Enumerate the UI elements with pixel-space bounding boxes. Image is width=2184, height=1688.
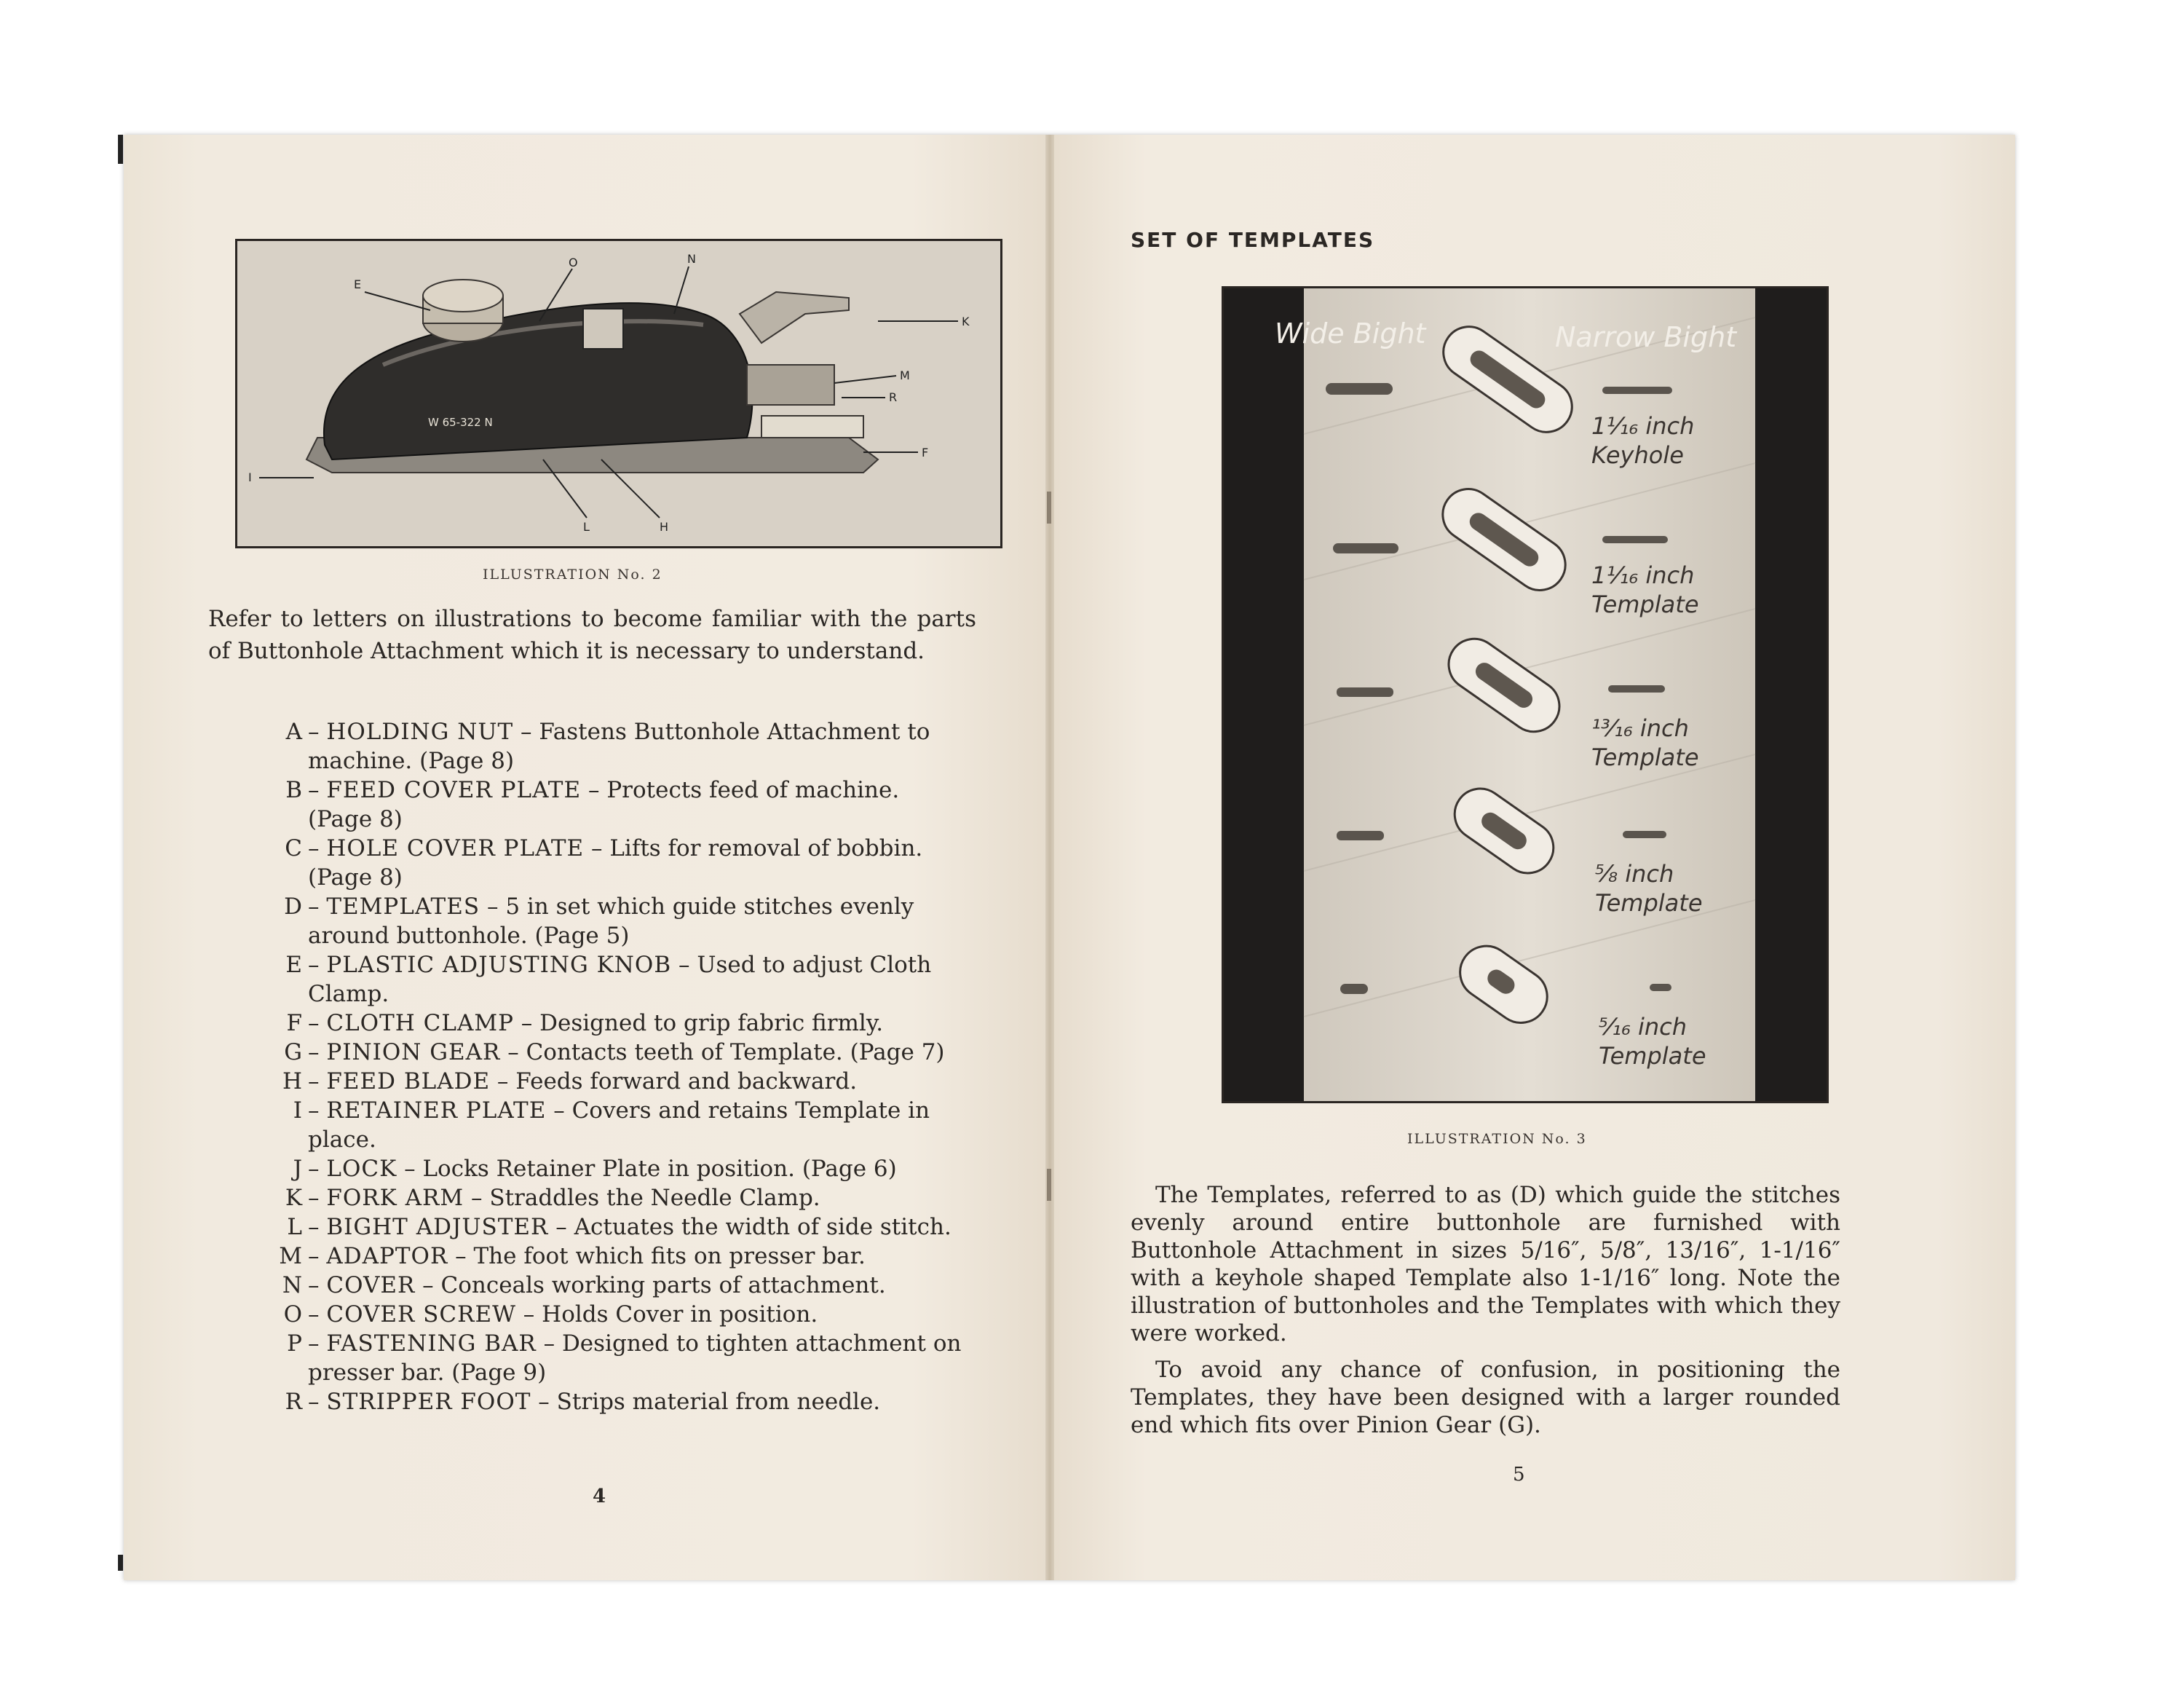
kind-label-5: Template — [1599, 1042, 1706, 1070]
part-name: PLASTIC ADJUSTING KNOB — [326, 952, 672, 978]
part-description: Locks Retainer Plate in position. (Page 6) — [422, 1156, 897, 1182]
part-description: Holds Cover in position. — [542, 1301, 818, 1328]
part-name: FEED COVER PLATE — [326, 777, 582, 803]
part-item-d — [258, 892, 965, 950]
part-name: LOCK — [326, 1156, 397, 1182]
part-letter: P — [287, 1330, 302, 1357]
illustration-2-caption: ILLUSTRATION No. 2 — [483, 567, 662, 583]
part-name: FASTENING BAR — [326, 1330, 537, 1357]
scan-edge-mark — [118, 135, 123, 164]
label-E: E — [354, 277, 362, 291]
part-body: – HOLE COVER PLATE – Lifts for removal of bobbin. (Page 8) — [308, 835, 923, 891]
part-letter: R — [285, 1389, 302, 1415]
part-item-g — [258, 1038, 965, 1067]
part-name: FORK ARM — [326, 1185, 464, 1211]
templates-photograph — [1222, 286, 1829, 1103]
part-description: Actuates the width of side stitch. — [574, 1214, 951, 1240]
part-body: – TEMPLATES – 5 in set which guide stitches evenly around buttonhole. (Page 5) — [308, 894, 914, 949]
label-M: M — [900, 368, 910, 382]
part-body: – CLOTH CLAMP – Designed to grip fabric firmly. — [308, 1010, 884, 1036]
part-name: CLOTH CLAMP — [326, 1010, 514, 1036]
page-number-left: 4 — [593, 1486, 606, 1507]
templates-description — [1131, 1181, 1840, 1448]
part-item-n — [258, 1271, 965, 1300]
label-L: L — [583, 520, 590, 534]
parts-list — [258, 717, 965, 1416]
part-description: 5 in set which guide stitches evenly around buttonhole. (Page 5) — [308, 894, 914, 949]
wide-bight-label: Wide Bight — [1275, 318, 1426, 350]
part-body: – ADAPTOR – The foot which fits on presser bar. — [308, 1243, 866, 1269]
part-letter: J — [293, 1156, 302, 1182]
size-label-1: 1¹⁄₁₆ inch — [1591, 412, 1695, 440]
part-body: – LOCK – Locks Retainer Plate in position. (Page 6) — [308, 1156, 897, 1182]
paragraph-templates: The Templates, referred to as (D) which guide the stitches evenly around entire buttonhole are furnished with Buttonhole Attachment in sizes 5/16″, 5/8″, 13/16″, 1-1/16″ with a keyhole shaped Template also 1-1/16″ long. Note the illustration of buttonholes and the Templates with which they were worked. — [1131, 1182, 1840, 1346]
part-description: Feeds forward and backward. — [515, 1068, 858, 1095]
part-name: COVER — [326, 1272, 416, 1298]
part-letter: C — [285, 835, 302, 861]
part-body: – PLASTIC ADJUSTING KNOB – Used to adjust Cloth Clamp. — [308, 952, 932, 1007]
part-item-p — [258, 1329, 965, 1387]
part-name: TEMPLATES — [326, 894, 480, 920]
part-body: – FORK ARM – Straddles the Needle Clamp. — [308, 1185, 820, 1211]
part-body: – BIGHT ADJUSTER – Actuates the width of side stitch. — [308, 1214, 951, 1240]
part-item-m — [258, 1242, 965, 1271]
serial-plate-text: W 65-322 N — [428, 416, 493, 429]
part-item-i — [258, 1096, 965, 1154]
part-letter: M — [279, 1243, 302, 1269]
part-description: Covers and retains Template in place. — [308, 1097, 930, 1153]
part-body: – COVER SCREW – Holds Cover in position. — [308, 1301, 818, 1328]
part-letter: G — [284, 1039, 302, 1065]
part-item-c — [258, 834, 965, 892]
illustration-3-caption: ILLUSTRATION No. 3 — [1407, 1131, 1587, 1147]
part-body: – COVER – Conceals working parts of attachment. — [308, 1272, 886, 1298]
part-item-k — [258, 1183, 965, 1212]
part-letter: O — [283, 1301, 302, 1328]
part-item-r — [258, 1387, 965, 1416]
part-body: – FEED BLADE – Feeds forward and backward. — [308, 1068, 858, 1095]
part-letter: A — [285, 719, 302, 745]
scan-edge-mark — [118, 1555, 123, 1571]
narrow-bight-label: Narrow Bight — [1555, 321, 1737, 353]
part-item-o — [258, 1300, 965, 1329]
part-body: – STRIPPER FOOT – Strips material from needle. — [308, 1389, 881, 1415]
kind-label-2: Template — [1591, 591, 1699, 618]
size-label-3: ¹³⁄₁₆ inch — [1591, 714, 1689, 742]
part-body: – FASTENING BAR – Designed to tighten attachment on presser bar. (Page 9) — [308, 1330, 962, 1386]
part-body: – HOLDING NUT – Fastens Buttonhole Attachment to machine. (Page 8) — [308, 719, 930, 774]
attachment-illustration — [235, 239, 1002, 548]
label-H: H — [660, 520, 669, 534]
page-gutter — [1045, 135, 1054, 1580]
part-letter: E — [285, 952, 302, 978]
part-name: FEED BLADE — [326, 1068, 491, 1095]
size-label-2: 1¹⁄₁₆ inch — [1591, 561, 1695, 589]
part-letter: F — [286, 1010, 302, 1036]
part-item-b — [258, 776, 965, 834]
staple — [1047, 492, 1051, 524]
section-title: SET OF TEMPLATES — [1131, 228, 1375, 252]
part-letter: B — [285, 777, 302, 803]
part-description: Strips material from needle. — [556, 1389, 881, 1415]
buttonhole-attachment-drawing — [237, 241, 1000, 546]
kind-label-3: Template — [1591, 744, 1699, 771]
part-name: RETAINER PLATE — [326, 1097, 547, 1124]
part-name: HOLDING NUT — [326, 719, 514, 745]
part-name: COVER SCREW — [326, 1301, 516, 1328]
part-letter: H — [282, 1068, 302, 1095]
part-name: BIGHT ADJUSTER — [326, 1214, 549, 1240]
label-K: K — [962, 315, 970, 328]
label-I: I — [248, 470, 252, 484]
part-description: Fastens Buttonhole Attachment to machine. (Page 8) — [308, 719, 930, 774]
page-number-right: 5 — [1513, 1464, 1525, 1486]
part-description: Designed to grip fabric firmly. — [539, 1010, 884, 1036]
part-item-l — [258, 1212, 965, 1242]
size-label-4: ⅝ inch — [1595, 860, 1674, 888]
part-body: – PINION GEAR – Contacts teeth of Template. (Page 7) — [308, 1039, 945, 1065]
staple — [1047, 1169, 1051, 1201]
label-R: R — [889, 390, 898, 404]
part-description: The foot which fits on presser bar. — [473, 1243, 866, 1269]
part-item-a — [258, 717, 965, 776]
part-description: Lifts for removal of bobbin. (Page 8) — [308, 835, 923, 891]
part-body: – RETAINER PLATE – Covers and retains Template in place. — [308, 1097, 930, 1153]
part-letter: K — [285, 1185, 302, 1211]
label-F: F — [922, 446, 929, 460]
label-O: O — [569, 256, 578, 269]
part-description: Straddles the Needle Clamp. — [489, 1185, 820, 1211]
part-description: Contacts teeth of Template. (Page 7) — [526, 1039, 945, 1065]
part-item-h — [258, 1067, 965, 1096]
part-letter: N — [282, 1272, 302, 1298]
kind-label-4: Template — [1595, 889, 1703, 917]
size-label-5: ⁵⁄₁₆ inch — [1599, 1013, 1688, 1041]
label-N: N — [687, 252, 696, 266]
part-letter: D — [284, 894, 302, 920]
part-description: Conceals working parts of attachment. — [440, 1272, 886, 1298]
part-name: ADAPTOR — [326, 1243, 448, 1269]
paragraph-confusion: To avoid any chance of confusion, in positioning the Templates, they have been designed with a larger rounded end which fits over Pinion Gear (G). — [1131, 1357, 1840, 1438]
part-name: HOLE COVER PLATE — [326, 835, 585, 861]
templates-photo-drawing — [1224, 288, 1827, 1101]
part-body: – FEED COVER PLATE – Protects feed of machine. (Page 8) — [308, 777, 900, 832]
intro-paragraph: Refer to letters on illustrations to become familiar with the parts of Buttonhole Attachment which it is necessary to understand. — [208, 606, 976, 664]
part-description: Designed to tighten attachment on presser bar. (Page 9) — [308, 1330, 962, 1386]
part-name: STRIPPER FOOT — [326, 1389, 531, 1415]
part-letter: L — [287, 1214, 302, 1240]
part-description: Used to adjust Cloth Clamp. — [308, 952, 932, 1007]
part-item-e — [258, 950, 965, 1009]
part-item-j — [258, 1154, 965, 1183]
part-name: PINION GEAR — [326, 1039, 501, 1065]
part-description: Protects feed of machine. (Page 8) — [308, 777, 900, 832]
part-letter: I — [293, 1097, 302, 1124]
part-item-f — [258, 1009, 965, 1038]
kind-label-1: Keyhole — [1591, 441, 1684, 469]
